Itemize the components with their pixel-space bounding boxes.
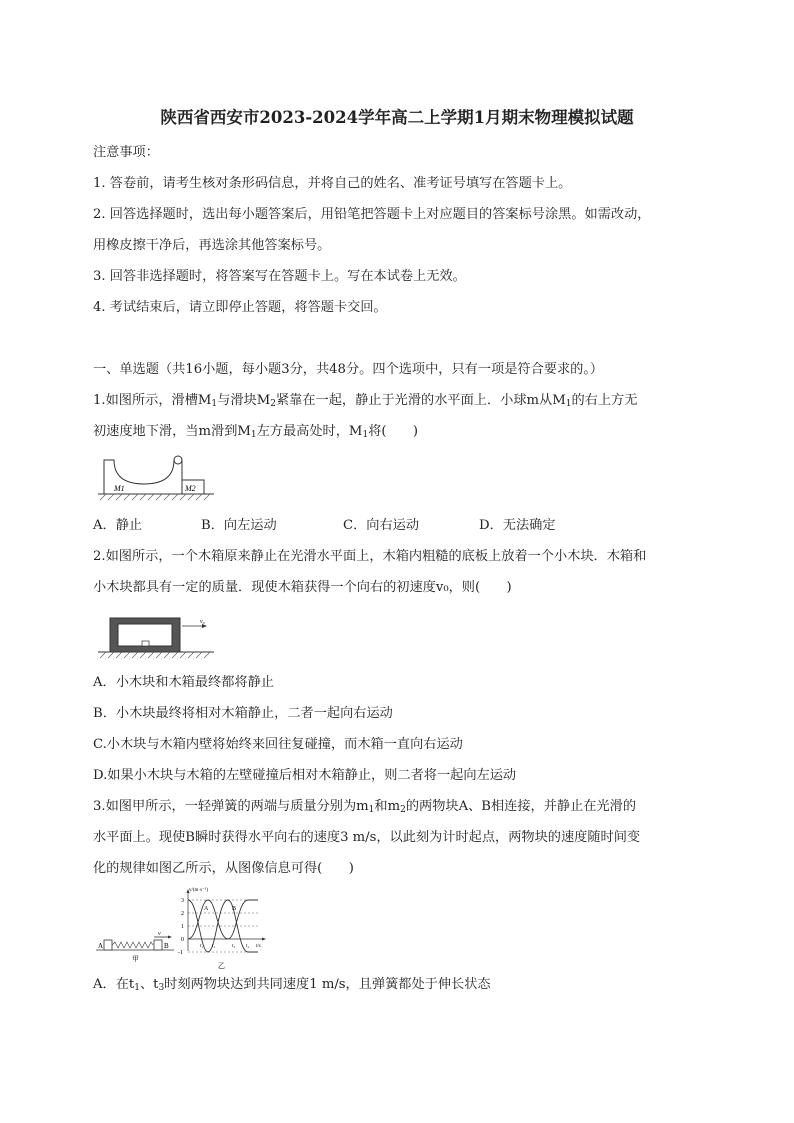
q3-fig-ytick: 0	[181, 937, 184, 943]
q3-fig-label-jia: 甲	[132, 955, 139, 963]
q2-stem-line2: 小木块都具有一定的质量．现使木箱获得一个向右的初速度v₀，则( )	[93, 580, 512, 595]
q3-fig-curve-a: A	[204, 906, 209, 912]
q2-stem-line1: 2.如图所示，一个木箱原来静止在光滑水平面上，木箱内粗糙的底板上放着一个小木块．木箱和	[93, 549, 647, 564]
q2-fig-velocity: v₀	[200, 619, 205, 625]
notice-heading: 注意事项：	[93, 145, 159, 160]
q1-stem-line2: 初速度地下滑，当m滑到$M_1$左方最高处时，$M_1$将( )	[93, 424, 419, 440]
q3-fig-ytick: 2	[181, 911, 184, 917]
q1-option-b[interactable]: B．向左运动	[201, 518, 277, 533]
q3-fig-ytick: 1	[181, 924, 184, 930]
q3-fig-xtick: t₄	[246, 944, 250, 949]
q3-fig-xtick: t₂	[212, 944, 216, 949]
q1-option-c[interactable]: C．向右运动	[343, 518, 420, 533]
notice-item: 3. 回答非选择题时，将答案写在答题卡上。写在本试卷上无效。	[93, 269, 466, 284]
notice-item: 4. 考试结束后，请立即停止答题，将答题卡交回。	[93, 300, 387, 315]
q3-stem-line2: 水平面上。现使B瞬时获得水平向右的速度3 m/s，以此刻为计时起点，两物块的速度随时间变	[93, 830, 641, 845]
q1-option-d[interactable]: D．无法确定	[479, 518, 556, 533]
q3-fig-block-b: B	[164, 942, 169, 950]
q3-fig-velocity: v	[158, 931, 161, 937]
notice-item: 2. 回答选择题时，选出每小题答案后，用铅笔把答题卡上对应题目的答案标号涂黑。如需改动，	[93, 207, 651, 222]
q3-fig-xlabel: t/s	[256, 944, 261, 949]
q2-option-c[interactable]: C.小木块与木箱内壁将始终来回往复碰撞，而木箱一直向右运动	[93, 737, 463, 752]
q2-option-d[interactable]: D.如果小木块与木箱的左壁碰撞后相对木箱静止，则二者将一起向左运动	[93, 768, 517, 783]
q3-fig-xtick: t₃	[232, 944, 236, 949]
q1-fig-m2: M2	[185, 484, 196, 493]
q3-fig-label-yi: 乙	[218, 962, 225, 970]
q1-stem-line1: 1.如图所示，滑槽$M_1$与滑块$M_2$紧靠在一起，静止于光滑的水平面上．小球m从$M_1$的右上方无	[93, 393, 638, 409]
q2-figure	[98, 612, 218, 658]
q2-option-a[interactable]: A．小木块和木箱最终都将静止	[93, 675, 274, 690]
q3-fig-ytick: 3	[181, 898, 184, 904]
q2-option-b[interactable]: B．小木块最终将相对木箱静止，二者一起向右运动	[93, 706, 393, 721]
q3-fig-curve-b: B	[232, 906, 237, 912]
q3-fig-ylabel: v/(m·s⁻¹)	[189, 888, 208, 893]
q3-fig-xtick: t₁	[200, 944, 204, 949]
q3-figure-yi	[176, 885, 266, 971]
section-heading: 一、单选题（共16小题，每小题3分，共48分。四个选项中，只有一项是符合要求的。）	[93, 362, 604, 377]
q1-figure	[98, 454, 218, 500]
page-title: 陕西省西安市2023-2024学年高二上学期1月期末物理模拟试题	[160, 108, 634, 127]
q3-option-a[interactable]: A．在$t_1$、$t_3$时刻两物块达到共同速度1 m/s，且弹簧都处于伸长状态	[93, 977, 491, 993]
q1-fig-m1: M1	[114, 484, 125, 493]
q3-fig-block-a: A	[98, 942, 104, 950]
q3-stem-line3: 化的规律如图乙所示，从图像信息可得( )	[93, 861, 354, 876]
q1-options	[93, 516, 556, 536]
q3-fig-ytick: -1	[178, 950, 183, 956]
notice-item: 用橡皮擦干净后，再选涂其他答案标号。	[93, 238, 331, 253]
q1-option-a[interactable]: A．静止	[93, 518, 143, 533]
q3-stem-line1: 3.如图甲所示，一轻弹簧的两端与质量分别为$m_1$和$m_2$的两物块A、B相连接，并静止在光滑的	[93, 799, 637, 815]
q3-figure-jia	[96, 928, 176, 968]
notice-item: 1. 答卷前，请考生核对条形码信息，并将自己的姓名、准考证号填写在答题卡上。	[93, 176, 572, 191]
